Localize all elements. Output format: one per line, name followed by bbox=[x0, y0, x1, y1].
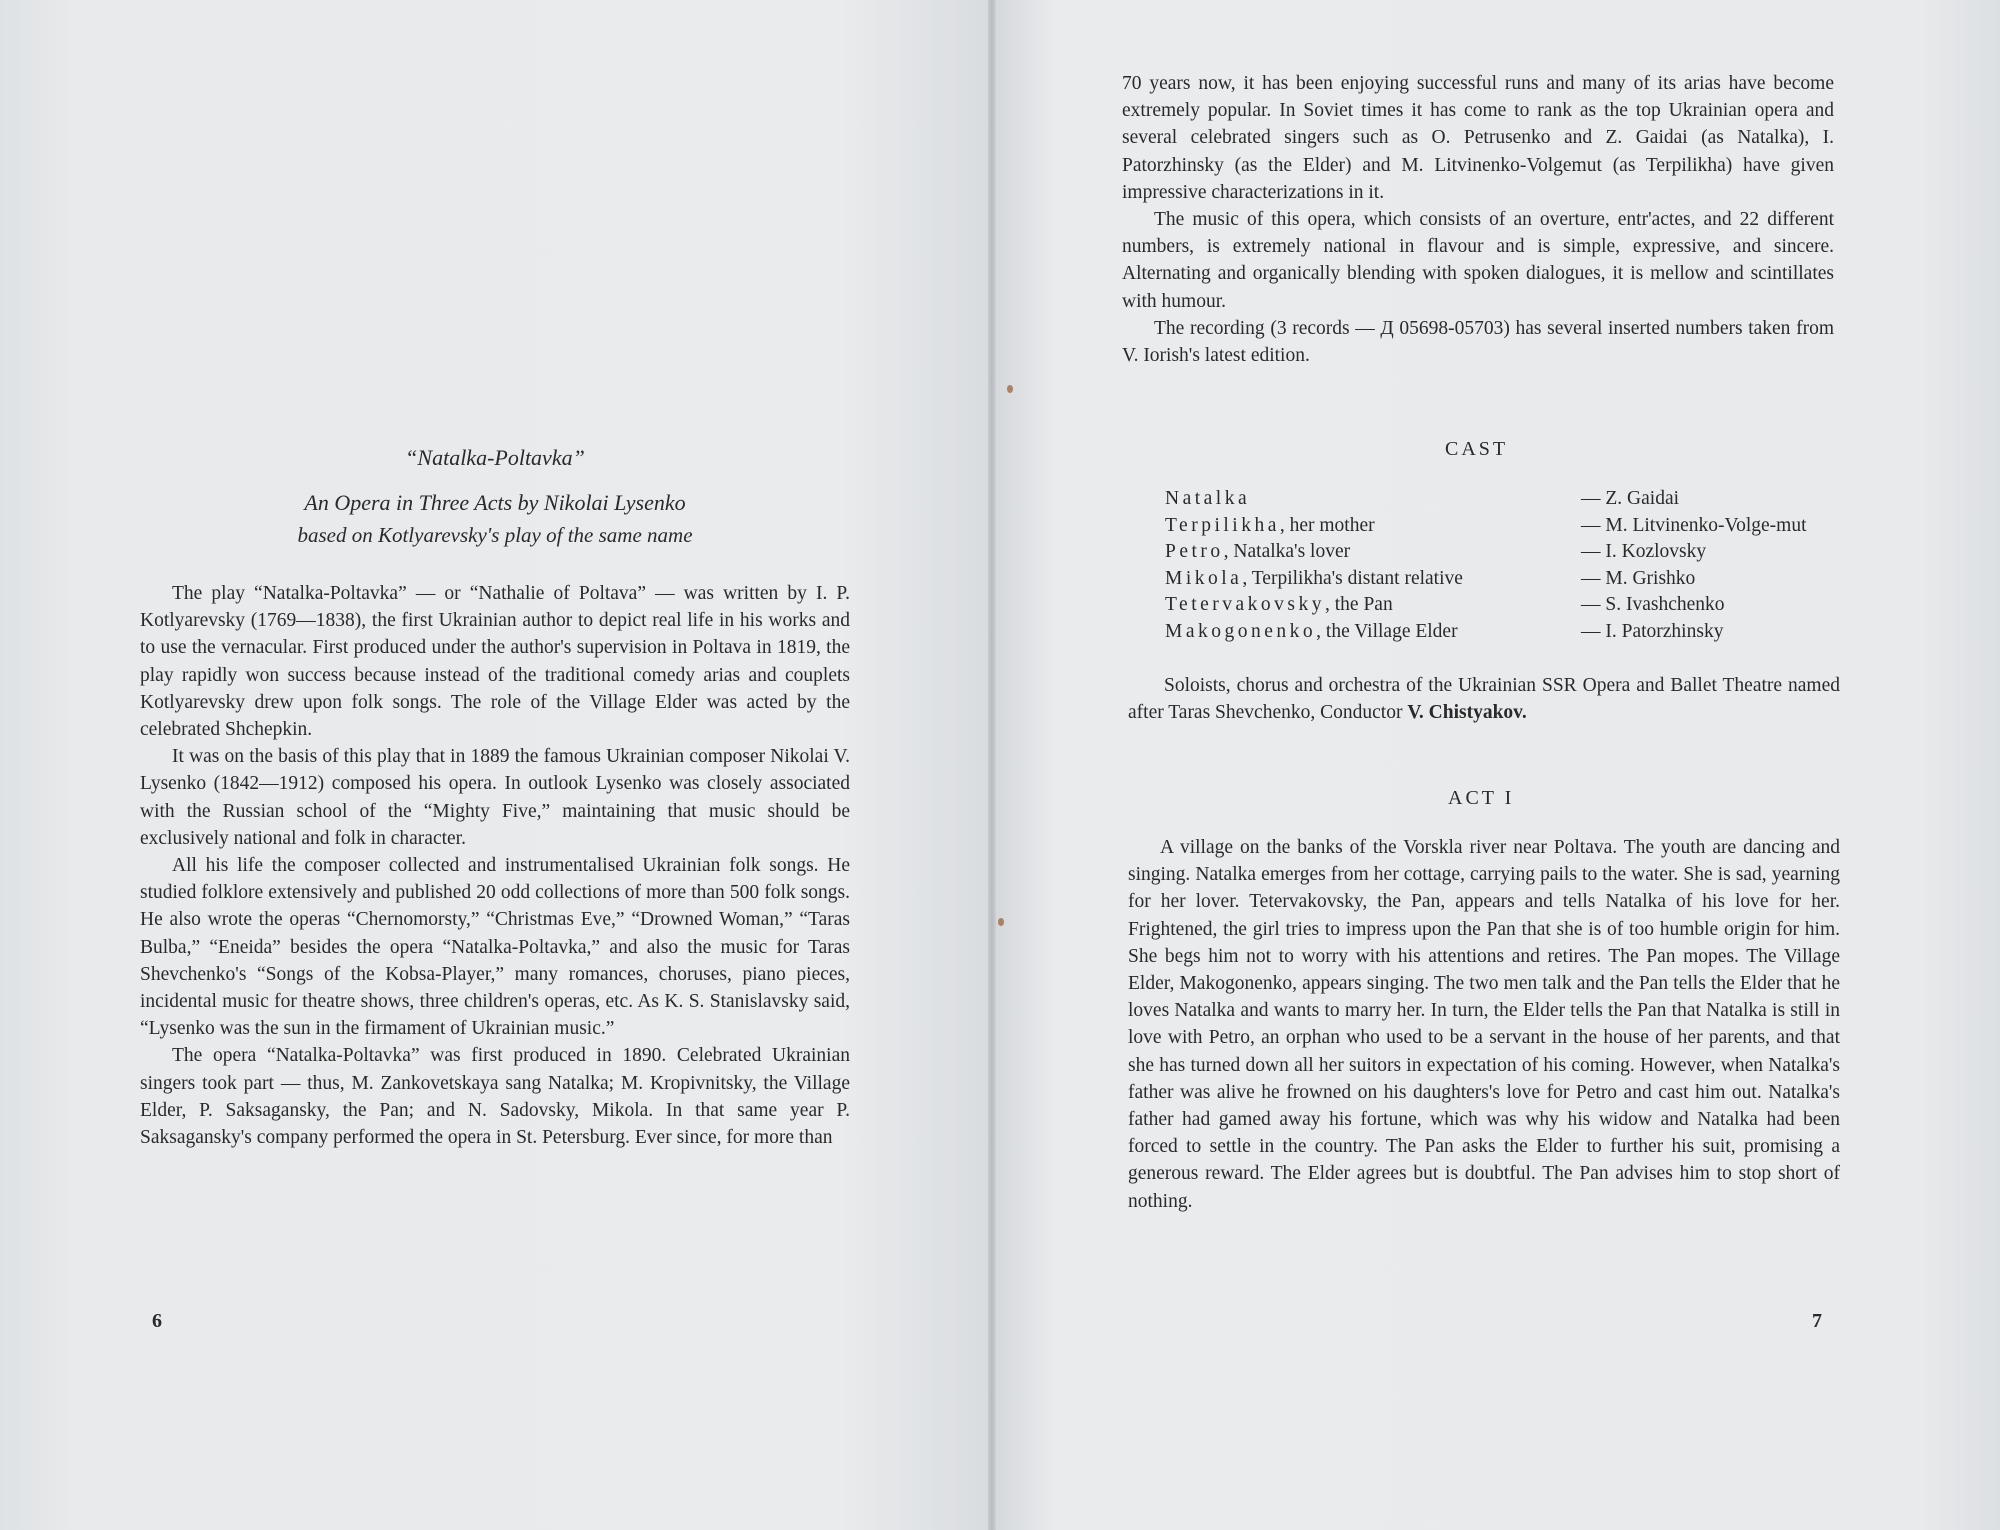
character-desc: , her mother bbox=[1279, 514, 1375, 536]
left-body-text bbox=[140, 580, 850, 1151]
cast-row bbox=[1165, 619, 1845, 646]
character-name: Petro bbox=[1165, 541, 1224, 562]
paragraph: A village on the banks of the Vorskla river near Poltava. The youth are dancing and singing. Natalka emerges from her cottage, carrying pails to the water. She is sad, yearning for her lover. Tetervakovsky, the Pan, appears and tells Natalka of his love for her. Frightened, the girl tries to impress upon the Pan that she is of too humble origin for him. She begs him not to worry with his attentions and retires. The Pan mopes. The Village Elder, Makogonenko, appears singing. The two men talk and the Pan tells the Elder that he loves Natalka and wants to marry her. In turn, the Elder tells the Pan that Natalka is still in love with Petro, an orphan who used to be a servant in the house of her parents, and that she has turned down all her suitors in expectation of his coming. However, when Natalka's father was alive he frowned on his daughters's love for Petro and cast him out. Natalka's father had gamed away his fortune, which was why his widow and Natalka had been forced to settle in the country. The Pan asks the Elder to further his suit, promising a generous reward. The Elder agrees but is doubtful. The Pan advises him to stop short of nothing. bbox=[1128, 837, 1840, 1212]
paragraph: All his life the composer collected and instrumentalised Ukrainian folk songs. He studied folklore extensively and published 20 odd collections of more than 500 folk songs. He also wrote the operas “Chernomorsty,” “Christmas Eve,” “Drowned Woman,” “Taras Bulba,” “Eneida” besides the opera “Natalka-Poltavka,” and also the music for Taras Shevchenko's “Songs of the Kobsa-Player,” many romances, choruses, piano pieces, incidental music for theatre shows, three children's operas, etc. As K. S. Stanislavsky said, “Lysenko was the sun in the firmament of Ukrainian music.” bbox=[140, 855, 850, 1040]
cast-row bbox=[1165, 539, 1845, 566]
cast-row bbox=[1165, 486, 1845, 513]
act-heading: ACT I bbox=[1448, 787, 1515, 809]
actor-name: — S. Ivashchenko bbox=[1581, 594, 1725, 615]
actor-name: — I. Kozlovsky bbox=[1581, 541, 1707, 562]
cast-row bbox=[1165, 513, 1845, 540]
book-spine bbox=[988, 0, 996, 1530]
paragraph: The music of this opera, which consists of an overture, entr'actes, and 22 different numbers, is extremely national in flavour and is simple, expressive, and sincere. Alternating and organically blending with spoken dialogues, it is mellow and scintillates with humour. bbox=[1122, 209, 1834, 312]
cast-list bbox=[1165, 486, 1845, 645]
character-desc: , Terpilikha's distant relative bbox=[1242, 567, 1463, 589]
page-number-right: 7 bbox=[1812, 1310, 1822, 1332]
opera-source-note: based on Kotlyarevsky's play of the same name bbox=[297, 523, 693, 547]
cast-heading: CAST bbox=[1445, 438, 1509, 460]
right-body-text bbox=[1122, 70, 1834, 369]
opera-title: “Natalka-Poltavka” bbox=[405, 445, 585, 470]
paper-stain bbox=[998, 918, 1004, 926]
character-name: Natalka bbox=[1165, 488, 1251, 509]
paper-stain bbox=[1007, 385, 1013, 393]
opera-subtitle: An Opera in Three Acts by Nikolai Lysenko bbox=[304, 490, 686, 515]
cast-row bbox=[1165, 566, 1845, 593]
actor-name: — I. Patorzhinsky bbox=[1581, 620, 1724, 642]
actor-name: — Z. Gaidai bbox=[1581, 488, 1680, 509]
character-desc: , the Pan bbox=[1325, 594, 1393, 615]
actor-name: — M. Litvinenko-Volge-mut bbox=[1581, 514, 1807, 536]
credit-text: Soloists, chorus and orchestra of the Ukrainian SSR Opera and Ballet Theatre named after Taras Shevchenko, Conductor bbox=[1128, 675, 1840, 723]
paragraph: The play “Natalka-Poltavka” — or “Nathalie of Poltava” — was written by I. P. Kotlyarevsky (1769—1838), the first Ukrainian author to depict real life in his works and to use the vernacular. First produced under the author's supervision in Poltava in 1819, the play rapidly won success because instead of the traditional comedy arias and couplets Kotlyarevsky drew upon folk songs. The role of the Village Elder was acted by the celebrated Shchepkin. bbox=[140, 583, 850, 741]
character-name: Terpilikha bbox=[1165, 514, 1280, 536]
character-name: Tetervakovsky bbox=[1165, 594, 1326, 615]
paragraph: 70 years now, it has been enjoying successful runs and many of its arias have become extremely popular. In Soviet times it has come to rank as the top Ukrainian opera and several celebrated singers such as O. Petrusenko and Z. Gaidai (as Natalka), I. Patorzhinsky (as the Elder) and M. Litvinenko-Volgemut (as Terpilikha) have given impressive characterizations in it. bbox=[1122, 73, 1834, 203]
paragraph: The opera “Natalka-Poltavka” was first produced in 1890. Celebrated Ukrainian singers took part — thus, M. Zankovetskaya sang Natalka; M. Kropivnitsky, the Village Elder, P. Saksagansky, the Pan; and N. Sadovsky, Mikola. In that same year P. Saksagansky's company performed the opera in St. Petersburg. Ever since, for more than bbox=[140, 1045, 850, 1149]
cast-credit bbox=[1128, 672, 1840, 726]
paragraph: It was on the basis of this play that in 1889 the famous Ukrainian composer Nikolai V. Lysenko (1842—1912) composed his opera. In outlook Lysenko was closely associated with the Russian school of the “Mighty Five,” maintaining that music should be exclusively national and folk in character. bbox=[140, 746, 850, 849]
paragraph: The recording (3 records — Д 05698-05703) has several inserted numbers taken from V. Iorish's latest edition. bbox=[1122, 317, 1834, 367]
conductor-name: V. Chistyakov. bbox=[1407, 702, 1527, 723]
character-desc: , the Village Elder bbox=[1316, 620, 1458, 642]
character-desc: , Natalka's lover bbox=[1223, 541, 1351, 562]
act-synopsis bbox=[1128, 834, 1840, 1215]
cast-row bbox=[1165, 592, 1845, 619]
page-number-left: 6 bbox=[152, 1310, 162, 1332]
actor-name: — M. Grishko bbox=[1581, 567, 1696, 589]
character-name: Makogonenko bbox=[1165, 620, 1317, 642]
character-name: Mikola bbox=[1165, 567, 1243, 589]
